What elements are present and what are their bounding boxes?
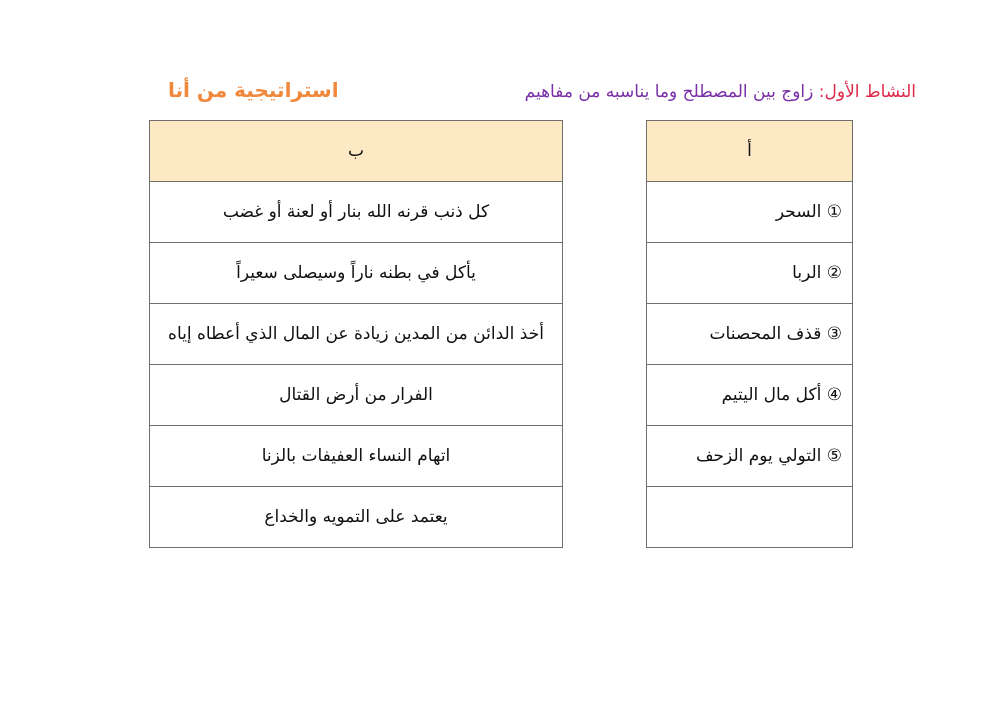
- definition-cell: كل ذنب قرنه الله بنار أو لعنة أو غضب: [150, 182, 563, 243]
- definition-cell: الفرار من أرض القتال: [150, 365, 563, 426]
- strategy-title: استراتيجية من أنا: [168, 78, 339, 102]
- table-row: [150, 182, 563, 243]
- table-row: [150, 487, 563, 548]
- activity-instruction: [525, 82, 916, 102]
- table-row: [647, 304, 853, 365]
- definition-cell: اتهام النساء العفيفات بالزنا: [150, 426, 563, 487]
- empty-term-cell: [647, 487, 853, 548]
- table-row: [647, 182, 853, 243]
- term-cell: ⑤ التولي يوم الزحف: [647, 426, 853, 487]
- table-row: [150, 243, 563, 304]
- definition-cell: يأكل في بطنه ناراً وسيصلى سعيراً: [150, 243, 563, 304]
- definition-cell: أخذ الدائن من المدين زيادة عن المال الذي أعطاه إياه: [150, 304, 563, 365]
- table-row: [150, 365, 563, 426]
- column-b-header: ب: [150, 121, 563, 182]
- activity-label: النشاط الأول:: [818, 82, 916, 102]
- table-row: [647, 426, 853, 487]
- table-row: [150, 304, 563, 365]
- table-header-row: [647, 121, 853, 182]
- table-row: [647, 243, 853, 304]
- table-row: [647, 487, 853, 548]
- term-cell: ③ قذف المحصنات: [647, 304, 853, 365]
- table-row: [647, 365, 853, 426]
- column-b-table: [149, 120, 563, 548]
- table-row: [150, 426, 563, 487]
- term-cell: ① السحر: [647, 182, 853, 243]
- table-header-row: [150, 121, 563, 182]
- term-cell: ④ أكل مال اليتيم: [647, 365, 853, 426]
- activity-text: زاوج بين المصطلح وما يناسبه من مفاهيم: [524, 82, 814, 102]
- column-a-header: أ: [647, 121, 853, 182]
- term-cell: ② الربا: [647, 243, 853, 304]
- column-a-table: [646, 120, 853, 548]
- definition-cell: يعتمد على التمويه والخداع: [150, 487, 563, 548]
